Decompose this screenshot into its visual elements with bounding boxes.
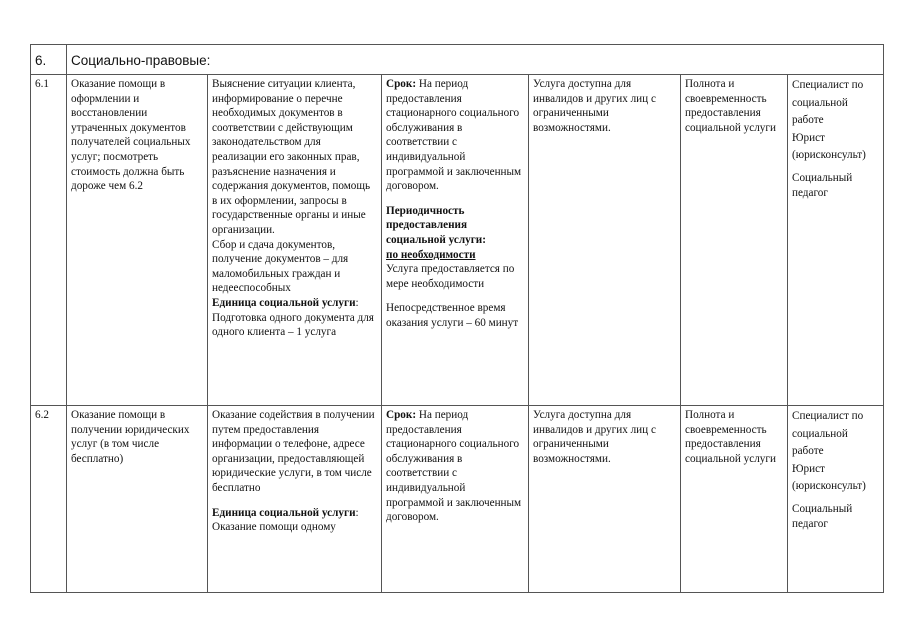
specialist-social-worker: Специалист по социальной работе — [792, 410, 864, 458]
specialist-lawyer: Юрист (юрисконсульт) — [792, 462, 866, 493]
term-text: На период предоставления стационарного социального обслуживания в соответствии с индивидуальной программой и заключенным договором. — [386, 409, 522, 524]
unit-label: Единица социальной услуги — [212, 506, 356, 519]
service-term — [382, 406, 529, 593]
unit-value: Оказание помощи одному — [212, 521, 336, 534]
unit-block: Единица социальной услуги: — [212, 506, 359, 519]
term-text: На период предоставления стационарного социального обслуживания в соответствии с индивидуальной программой и заключенным договором. — [386, 78, 522, 193]
service-specialists — [788, 406, 884, 593]
description-extra: Сбор и сдача документов, получение документов – для маломобильных граждан и недееспособных — [212, 238, 349, 295]
table-row — [31, 75, 884, 406]
specialist-pedagogue: Социальный педагог — [792, 171, 853, 199]
service-description — [208, 75, 382, 406]
term-block — [386, 77, 524, 194]
unit-label: Единица социальной услуги — [212, 296, 356, 309]
specialist-social-worker: Специалист по социальной работе — [792, 79, 864, 127]
social-services-table — [30, 44, 884, 593]
service-quality: Полнота и своевременность предоставления социальной услуги — [681, 406, 788, 593]
section-title: Социально-правовые: — [67, 45, 884, 75]
specialist-lawyer: Юрист (юрисконсульт) — [792, 131, 866, 162]
document-page — [30, 44, 883, 600]
term-label: Срок: — [386, 78, 417, 90]
section-number: 6. — [31, 45, 67, 75]
unit-value: Подготовка одного документа для одного клиента – 1 услуга — [212, 311, 374, 339]
service-description — [208, 406, 382, 593]
service-name: Оказание помощи в оформлении и восстановлении утраченных документов получателей социальных услуг; посмотреть стоимость должна быть дороже чем 6.2 — [67, 75, 208, 406]
service-accessibility: Услуга доступна для инвалидов и других лиц с ограниченными возможностями. — [529, 406, 681, 593]
periodicity-text: Услуга предоставляется по мере необходимости — [386, 263, 515, 290]
specialist-pedagogue: Социальный педагог — [792, 502, 853, 530]
term-label: Срок: — [386, 409, 417, 421]
service-quality: Полнота и своевременность предоставления социальной услуги — [681, 75, 788, 406]
service-name: Оказание помощи в получении юридических услуг (в том числе бесплатно) — [67, 406, 208, 593]
description-intro: Выяснение ситуации клиента, информирование о перечне необходимых документов в соответствии с действующим законодательством для реализации его законных прав, разъяснение назначения и содержания документов, помощь в их оформлении, запросы в государственные органы и иные организации. — [212, 78, 371, 236]
term-block — [386, 408, 524, 525]
duration-text: Непосредственное время оказания услуги – 60 минут — [386, 302, 519, 329]
service-term — [382, 75, 529, 406]
section-header-row — [31, 45, 884, 75]
unit-block: Единица социальной услуги: — [212, 296, 359, 309]
table-row — [31, 406, 884, 593]
row-number: 6.1 — [31, 75, 67, 406]
periodicity-label: Периодичность предоставления социальной услуги: — [386, 204, 486, 246]
service-specialists — [788, 75, 884, 406]
periodicity-value: по необходимости — [386, 248, 476, 261]
row-number: 6.2 — [31, 406, 67, 593]
service-accessibility: Услуга доступна для инвалидов и других лиц с ограниченными возможностями. — [529, 75, 681, 406]
description-intro: Оказание содействия в получении путем предоставления информации о телефоне, адресе организации, предоставляющей юридические услуги, в том числе бесплатно — [212, 409, 375, 494]
